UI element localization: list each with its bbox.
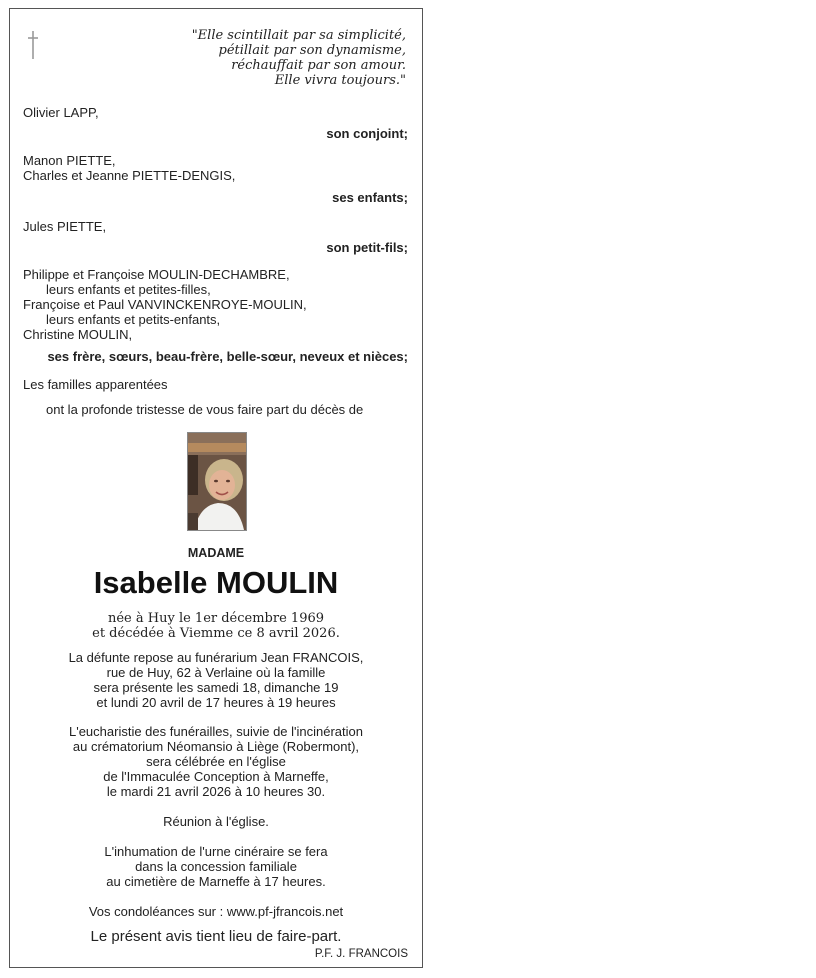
funeral-line: de l'Immaculée Conception à Marneffe, bbox=[103, 769, 329, 784]
quote-line: Elle vivra toujours." bbox=[274, 73, 406, 88]
visitation-info bbox=[10, 650, 422, 710]
birth-line: née à Huy le 1er décembre 1969 bbox=[107, 611, 325, 626]
burial-line: au cimetière de Marneffe à 17 heures. bbox=[106, 874, 326, 889]
visitation-line: sera présente les samedi 18, dimanche 19 bbox=[93, 680, 339, 695]
burial-line: L'inhumation de l'urne cinéraire se fera bbox=[104, 844, 328, 859]
notice-line: Le présent avis tient lieu de faire-part. bbox=[90, 928, 342, 945]
funeral-line: sera célébrée en l'église bbox=[146, 754, 286, 769]
visitation-line: rue de Huy, 62 à Verlaine où la famille bbox=[106, 665, 326, 680]
burial-line: dans la concession familiale bbox=[135, 859, 297, 874]
portrait-photo bbox=[187, 432, 247, 531]
spouse-name: Olivier LAPP, bbox=[23, 105, 99, 120]
obituary-card bbox=[9, 8, 423, 968]
announcement-line: ont la profonde tristesse de vous faire part du décès de bbox=[46, 402, 364, 417]
sibling-name: Philippe et Françoise MOULIN-DECHAMBRE, bbox=[23, 267, 290, 282]
quote-line: réchauffait par son amour. bbox=[231, 58, 406, 73]
grandchild-role: son petit-fils; bbox=[326, 240, 408, 255]
grandchild-name: Jules PIETTE, bbox=[23, 219, 107, 234]
visitation-line: et lundi 20 avril de 17 heures à 19 heures bbox=[96, 695, 336, 710]
meeting-info: Réunion à l'église. bbox=[163, 814, 269, 829]
child-name: Charles et Jeanne PIETTE-DENGIS, bbox=[23, 168, 236, 183]
funeral-home-signature: P.F. J. FRANCOIS bbox=[314, 948, 408, 960]
sibling-name: Françoise et Paul VANVINCKENROYE-MOULIN, bbox=[23, 297, 307, 312]
spouse-role: son conjoint; bbox=[326, 126, 408, 141]
quote-line: "Elle scintillait par sa simplicité, bbox=[191, 28, 406, 43]
burial-info bbox=[10, 844, 422, 889]
condolences-line: Vos condoléances sur : www.pf-jfrancois.net bbox=[88, 904, 344, 919]
honorific: MADAME bbox=[187, 546, 245, 560]
portrait-image bbox=[188, 433, 246, 530]
visitation-line: La défunte repose au funérarium Jean FRANCOIS, bbox=[68, 650, 364, 665]
child-name: Manon PIETTE, bbox=[23, 153, 116, 168]
death-line: et décédée à Viemme ce 8 avril 2026. bbox=[92, 626, 340, 641]
birth-death-info bbox=[10, 611, 422, 641]
funeral-info bbox=[10, 724, 422, 799]
funeral-line: le mardi 21 avril 2026 à 10 heures 30. bbox=[106, 784, 326, 799]
related-families: Les familles apparentées bbox=[23, 377, 168, 392]
siblings-role: ses frère, sœurs, beau-frère, belle-sœur, neveux et nièces; bbox=[47, 349, 408, 364]
funeral-line: L'eucharistie des funérailles, suivie de l'incinération bbox=[68, 724, 364, 739]
cross-icon bbox=[24, 29, 42, 61]
sibling-name: Christine MOULIN, bbox=[23, 327, 133, 342]
sibling-descendants: leurs enfants et petits-enfants, bbox=[46, 312, 221, 327]
epitaph-quote bbox=[106, 28, 406, 88]
sibling-descendants: leurs enfants et petites-filles, bbox=[46, 282, 211, 297]
children-role: ses enfants; bbox=[332, 190, 408, 205]
deceased-name: Isabelle MOULIN bbox=[93, 565, 339, 600]
funeral-line: au crématorium Néomansio à Liège (Robermont), bbox=[72, 739, 360, 754]
quote-line: pétillait par son dynamisme, bbox=[218, 43, 406, 58]
